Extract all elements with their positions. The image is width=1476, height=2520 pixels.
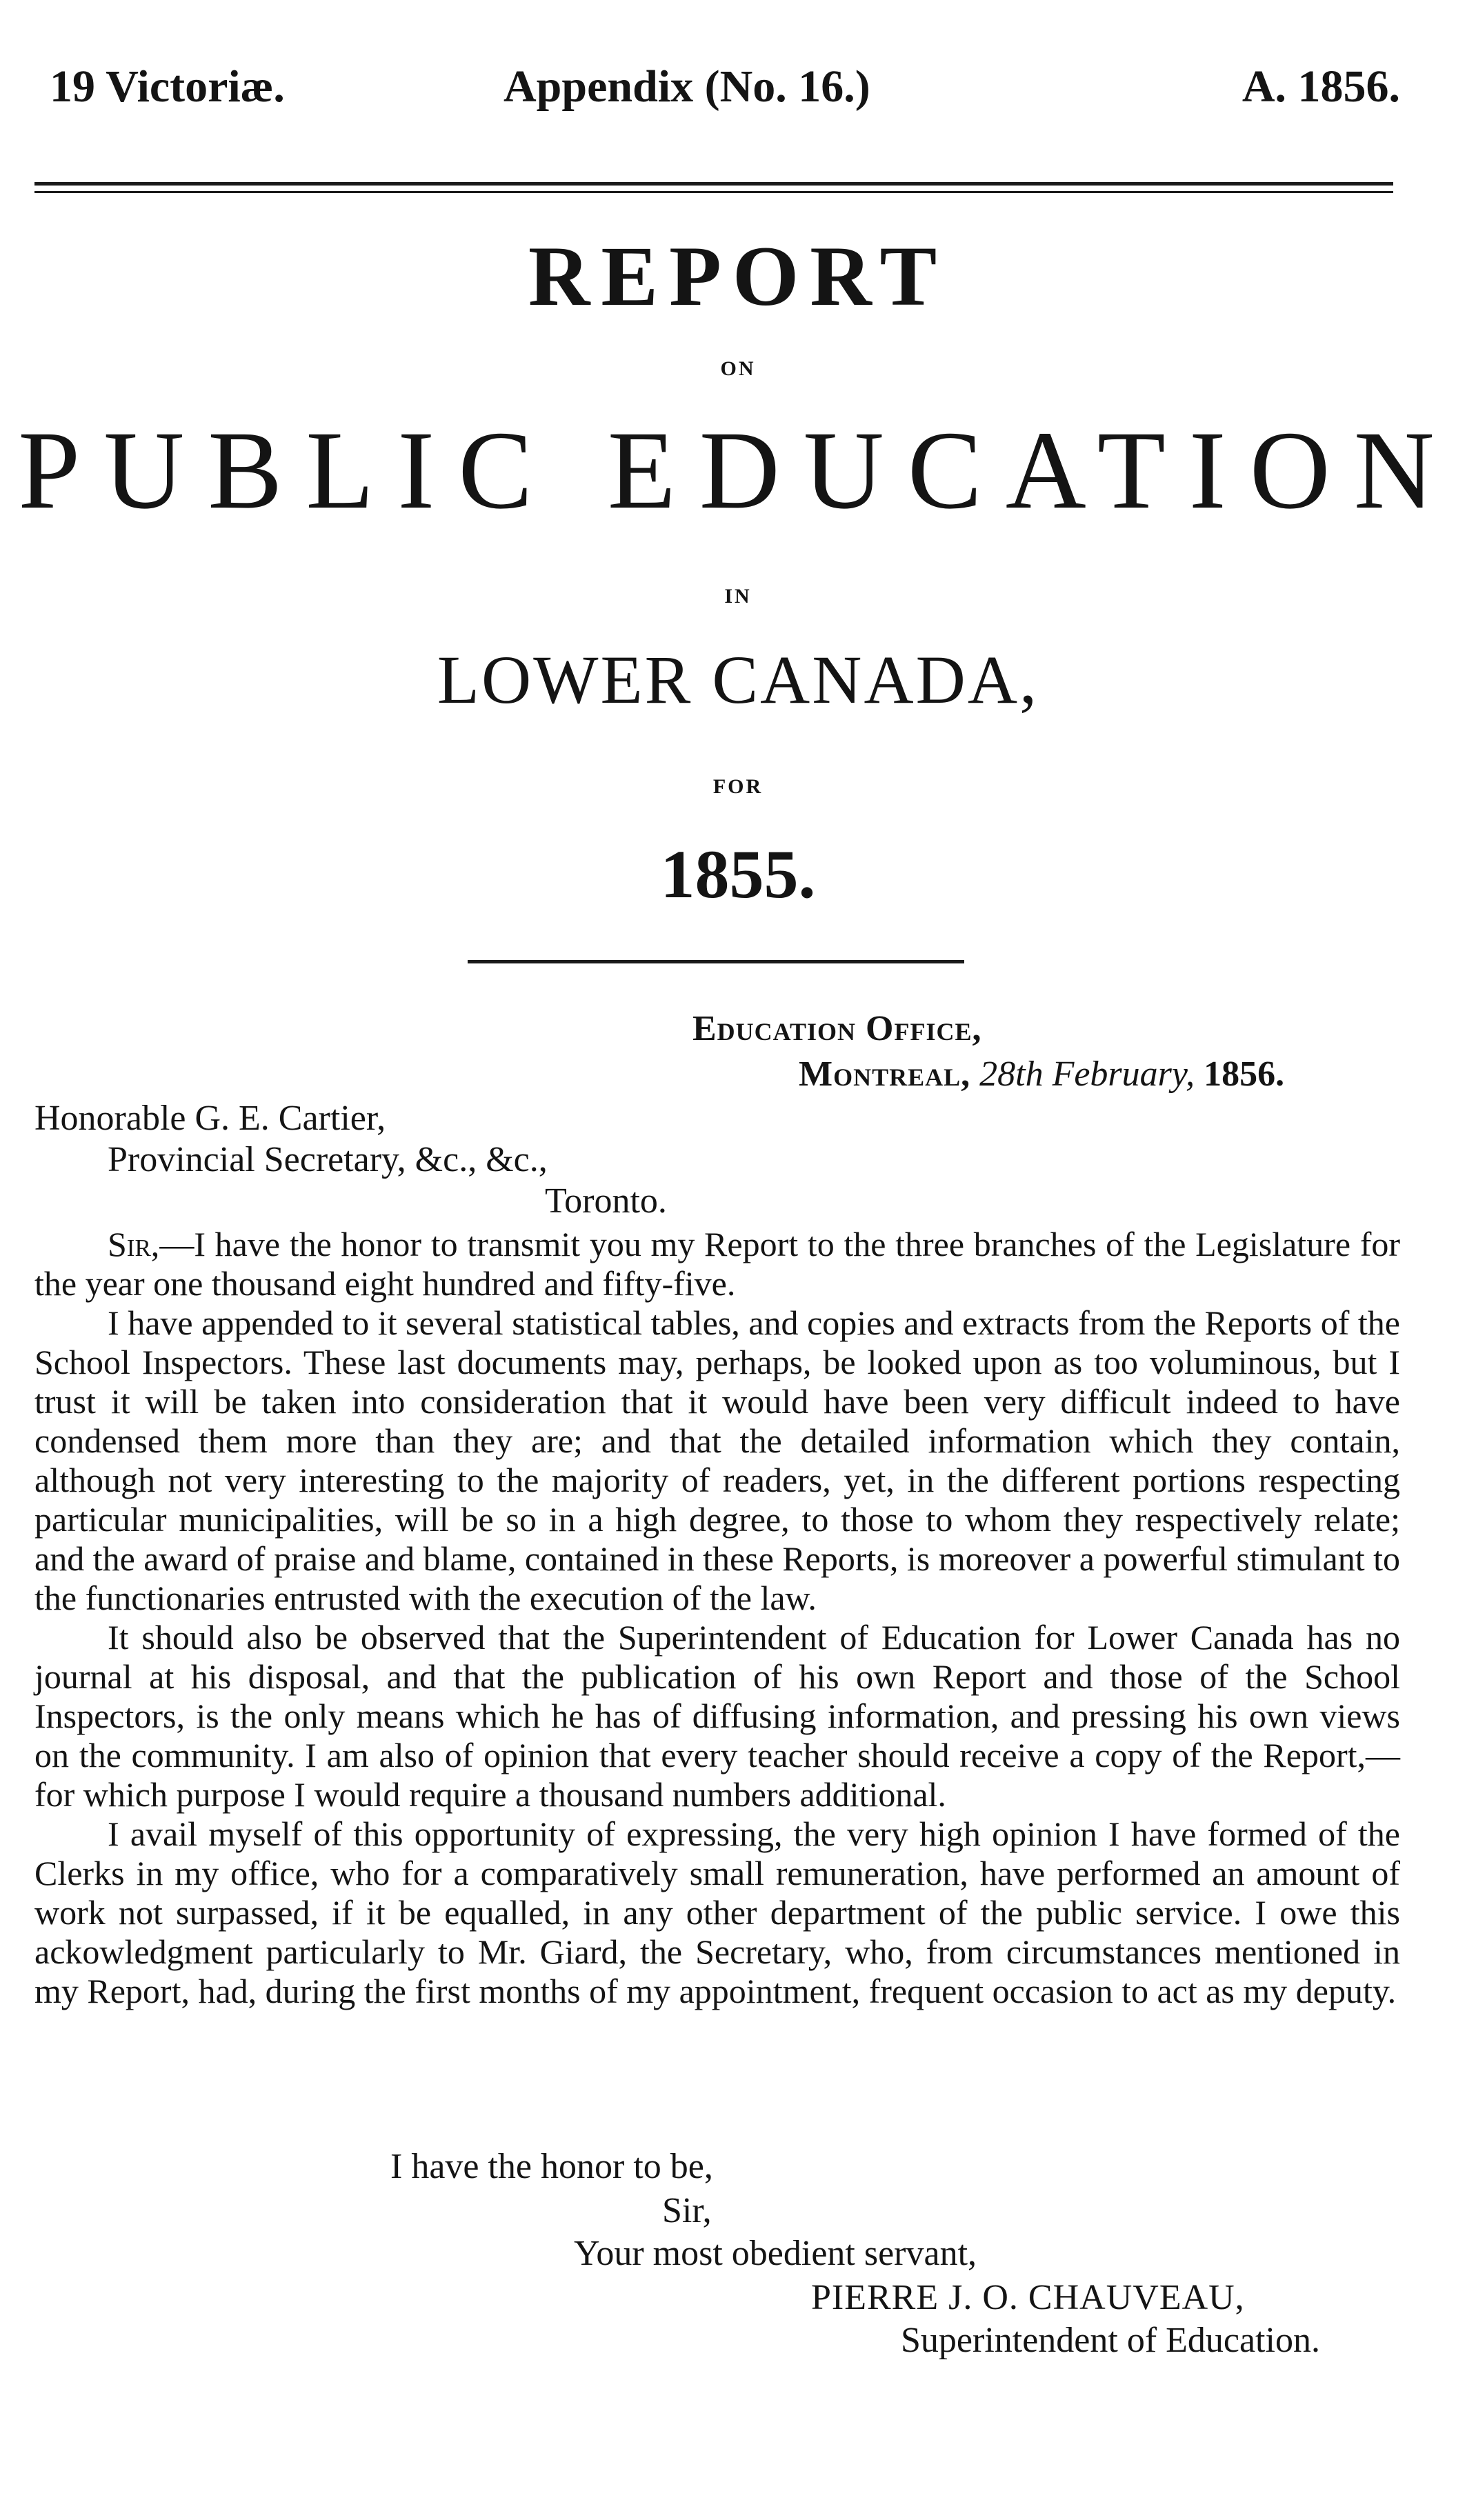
title-report: REPORT bbox=[528, 229, 948, 323]
dateline-city: Montreal, bbox=[799, 1054, 971, 1094]
header-rule bbox=[34, 191, 1393, 193]
letter-body bbox=[34, 1225, 1400, 2011]
closing-line: I have the honor to be, bbox=[390, 2147, 713, 2186]
letter-paragraph: It should also be observed that the Superintendent of Education for Lower Canada has no journal at his disposal, and that the publication of his own Report and those of the School Inspectors, is the only means which he has of diffusing information, and pressing his own views on the community. I am also of opinion that every teacher should receive a copy of the Report,—for which purpose I would require a thousand numbers additional. bbox=[34, 1618, 1400, 1814]
running-header-session: 19 Victoriæ. bbox=[50, 61, 285, 112]
running-header bbox=[34, 61, 1400, 137]
dateline-office: Education Office, bbox=[692, 1009, 982, 1048]
letter-paragraph: I avail myself of this opportunity of expressing, the very high opinion I have formed of the Clerks in my office, who for a comparatively small remuneration, have performed an amount of work not surpassed, if it be equalled, in any other department of the public service. I owe this ackowledgment particularly to Mr. Giard, the Secretary, who, from circumstances mentioned in my Report, had, during the first months of my appointment, frequent occasion to act as my deputy. bbox=[34, 1814, 1400, 2010]
addressee-name: Honorable G. E. Cartier, bbox=[34, 1099, 386, 1138]
letter-paragraph: I have appended to it several statistical tables, and copies and extracts from the Reports of the School Inspectors. These last documents may, perhaps, be looked upon as too voluminous, but I trust it will be taken into consideration that it would have been very difficult indeed to have condensed them more than they are; and that the detailed information which they contain, although not very interesting to the majority of readers, yet, in the different portions respecting particular municipalities, will be so in a high degree, to those to whom they respectively relate; and the award of praise and blame, contained in these Reports, is moreover a powerful stimulant to the functionaries entrusted with the execution of the law. bbox=[34, 1303, 1400, 1617]
addressee-title: Provincial Secretary, &c., &c., bbox=[108, 1140, 548, 1179]
dateline-year: 1856. bbox=[1204, 1054, 1285, 1094]
title-connector-on: ON bbox=[720, 357, 756, 380]
title-connector-in: IN bbox=[724, 585, 752, 608]
title-rule bbox=[468, 960, 964, 963]
running-header-appendix: Appendix (No. 16.) bbox=[503, 61, 870, 112]
dateline-place bbox=[799, 1054, 1284, 1094]
paragraph-text: —I have the honor to transmit you my Report to the three branches of the Legislature for the year one thousand eight hundred and fifty-five. bbox=[34, 1225, 1400, 1303]
signature-name: PIERRE J. O. CHAUVEAU, bbox=[811, 2278, 1245, 2317]
closing-valediction: Your most obedient servant, bbox=[574, 2234, 977, 2273]
title-connector-for: FOR bbox=[712, 775, 764, 798]
salutation: Sir, bbox=[108, 1225, 160, 1263]
addressee-city: Toronto. bbox=[545, 1181, 667, 1221]
title-place: LOWER CANADA, bbox=[437, 641, 1039, 718]
signature-title: Superintendent of Education. bbox=[901, 2321, 1320, 2360]
title-year: 1855. bbox=[660, 836, 816, 912]
dateline-date: 28th February, bbox=[979, 1054, 1195, 1094]
closing-salutation: Sir, bbox=[662, 2191, 712, 2230]
header-rule bbox=[34, 182, 1393, 186]
running-header-year: A. 1856. bbox=[1241, 61, 1400, 112]
letter-paragraph bbox=[34, 1225, 1400, 1303]
title-subject: PUBLIC EDUCATION bbox=[18, 409, 1458, 532]
